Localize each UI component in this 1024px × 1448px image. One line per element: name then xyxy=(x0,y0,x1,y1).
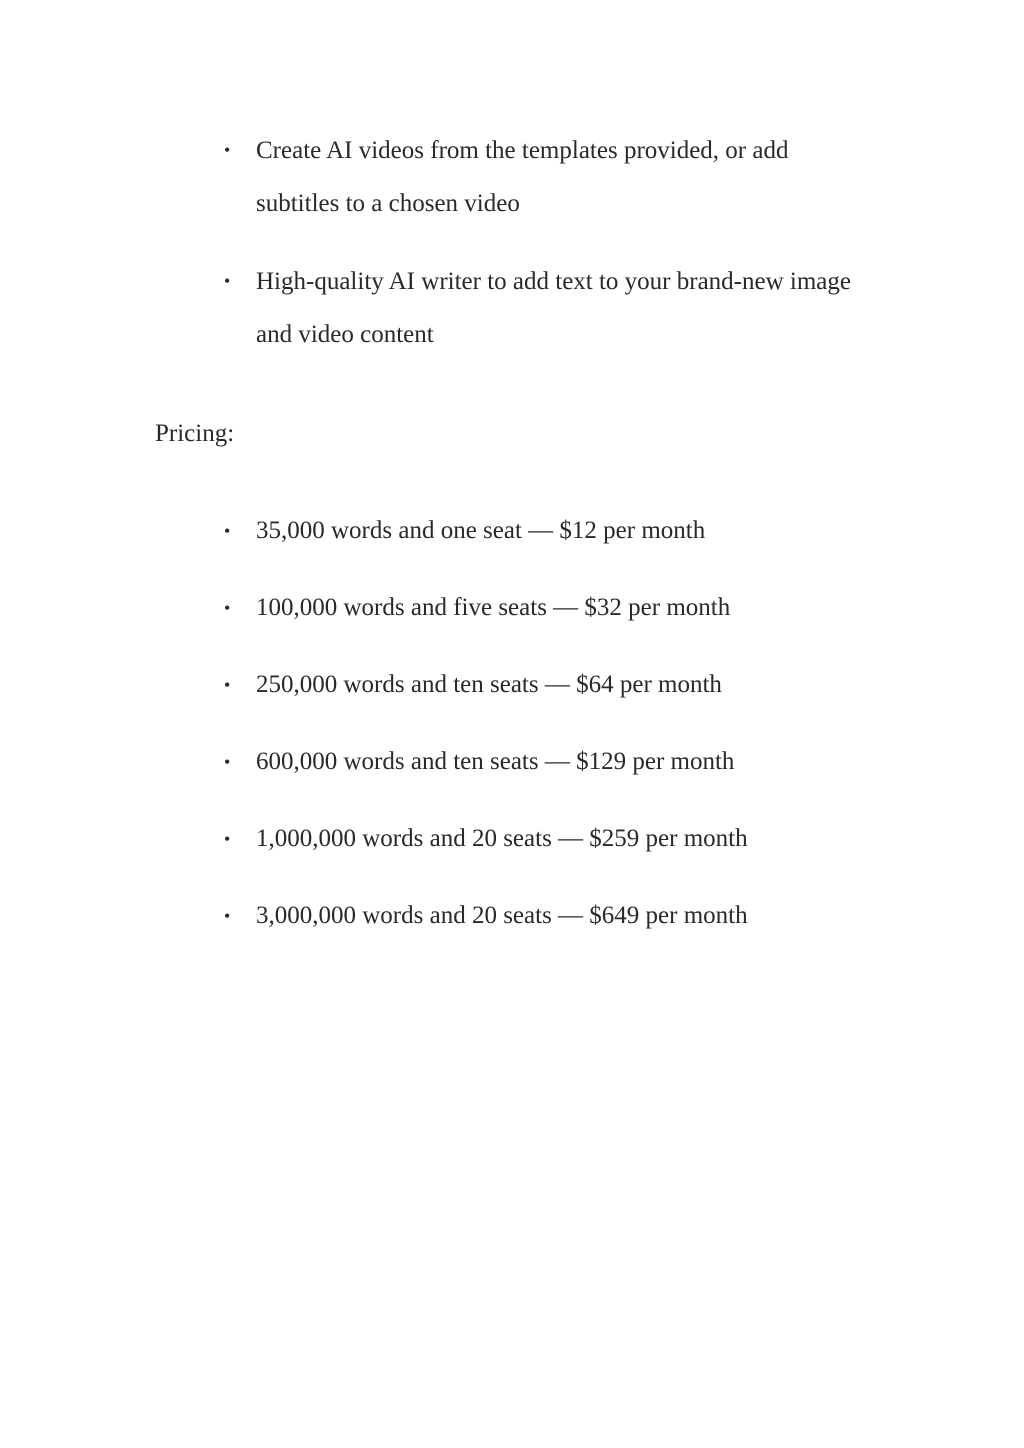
pricing-plan-text: 1,000,000 words and 20 seats — $259 per month xyxy=(256,825,748,852)
bullet-icon: • xyxy=(224,675,231,695)
list-item xyxy=(0,742,1024,819)
list-item xyxy=(0,124,876,230)
list-item xyxy=(0,255,876,361)
feature-list xyxy=(0,124,1024,386)
list-item xyxy=(0,896,1024,973)
list-item xyxy=(0,588,1024,665)
pricing-plan-text: 35,000 words and one seat — $12 per month xyxy=(256,517,706,544)
bullet-icon: • xyxy=(224,271,231,291)
feature-text: Create AI videos from the templates provided, or add subtitles to a chosen video xyxy=(256,137,789,217)
pricing-heading: Pricing: xyxy=(155,420,235,447)
bullet-icon: • xyxy=(224,906,231,926)
bullet-icon: • xyxy=(224,829,231,849)
feature-text: High-quality AI writer to add text to your brand-new image and video content xyxy=(256,268,851,348)
pricing-list xyxy=(0,511,1024,973)
bullet-icon: • xyxy=(224,140,231,160)
pricing-plan-text: 3,000,000 words and 20 seats — $649 per month xyxy=(256,902,748,929)
pricing-plan-text: 250,000 words and ten seats — $64 per month xyxy=(256,671,722,698)
list-item xyxy=(0,511,1024,588)
list-item xyxy=(0,819,1024,896)
bullet-icon: • xyxy=(224,598,231,618)
list-item xyxy=(0,665,1024,742)
pricing-plan-text: 100,000 words and five seats — $32 per month xyxy=(256,594,731,621)
bullet-icon: • xyxy=(224,752,231,772)
pricing-plan-text: 600,000 words and ten seats — $129 per month xyxy=(256,748,735,775)
bullet-icon: • xyxy=(224,521,231,541)
